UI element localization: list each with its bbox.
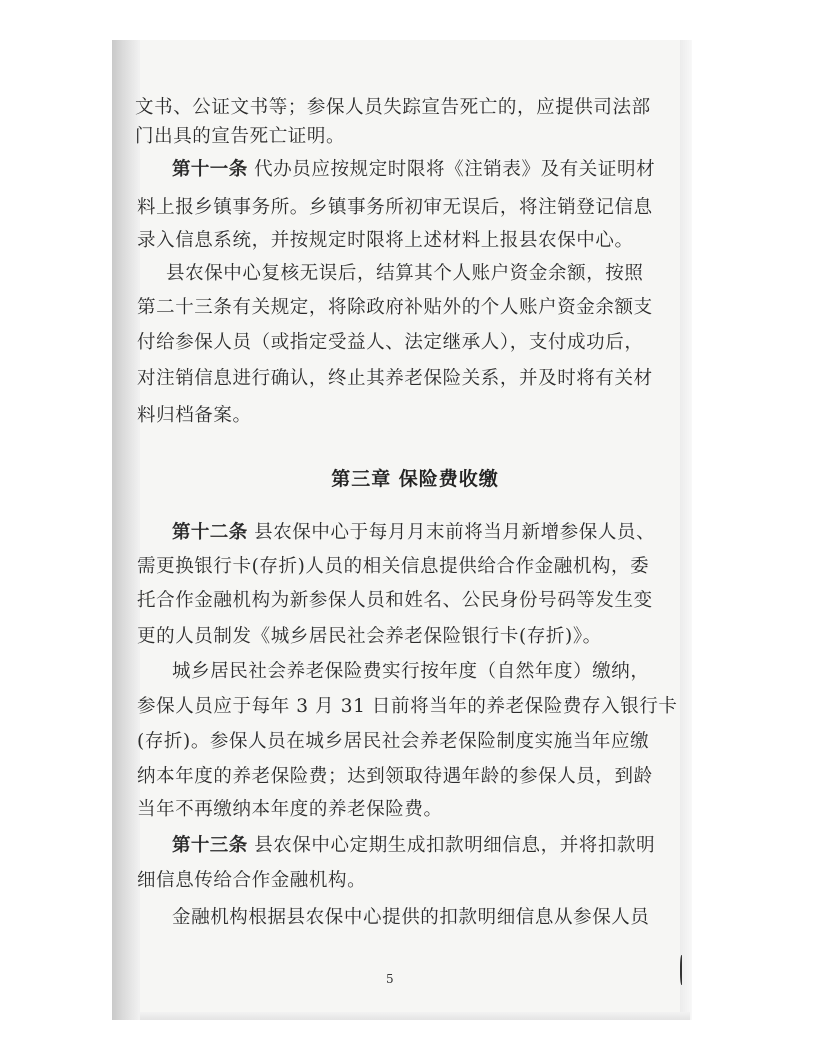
text-line: 第十二条 县农保中心于每月月末前将当月新增参保人员、 — [172, 522, 656, 543]
article-label: 第十一条 — [172, 159, 248, 180]
text-line: 更的人员制发《城乡居民社会养老保险银行卡(存折)》。 — [137, 626, 602, 647]
text-line: 需更换银行卡(存折)人员的相关信息提供给合作金融机构，委 — [137, 556, 650, 577]
chapter-heading: 第三章 保险费收缴 — [331, 468, 499, 490]
right-edge-shadow — [680, 40, 692, 1020]
text-line: 县农保中心复核无误后，结算其个人账户资金余额，按照 — [166, 263, 644, 284]
article-label: 第十二条 — [172, 522, 248, 543]
text-line: 第二十三条有关规定，将除政府补贴外的个人账户资金余额支 — [137, 297, 653, 318]
text-line: 门出具的宣告死亡证明。 — [135, 126, 346, 147]
text-line: 第十一条 代办员应按规定时限将《注销表》及有关证明材 — [172, 159, 656, 180]
text-line: 第十三条 县农保中心定期生成扣款明细信息，并将扣款明 — [172, 835, 656, 856]
text-line: 录入信息系统，并按规定时限将上述材料上报县农保中心。 — [137, 230, 634, 251]
scan-edge-mark — [680, 955, 684, 985]
text-line: 文书、公证文书等；参保人员失踪宣告死亡的，应提供司法部 — [135, 97, 651, 118]
page-number: 5 — [386, 972, 394, 986]
text-line: 对注销信息进行确认，终止其养老保险关系，并及时将有关材 — [137, 368, 653, 389]
text-line: (存折)。参保人员在城乡居民社会养老保险制度实施当年应缴 — [137, 731, 650, 752]
text-line: 纳本年度的养老保险费；达到领取待遇年龄的参保人员，到龄 — [137, 766, 653, 787]
bottom-edge-shadow — [140, 1012, 690, 1020]
text-line: 付给参保人员（或指定受益人、法定继承人），支付成功后， — [137, 332, 644, 353]
text-line: 料归档备案。 — [137, 405, 252, 426]
text-line: 料上报乡镇事务所。乡镇事务所初审无误后，将注销登记信息 — [137, 197, 653, 218]
article-label: 第十三条 — [172, 835, 248, 856]
text-line: 参保人员应于每年 3 月 31 日前将当年的养老保险费存入银行卡 — [137, 696, 678, 717]
text-line: 金融机构根据县农保中心提供的扣款明细信息从参保人员 — [172, 907, 650, 928]
text-line: 城乡居民社会养老保险费实行按年度（自然年度）缴纳， — [172, 661, 650, 682]
text-line: 当年不再缴纳本年度的养老保险费。 — [137, 799, 443, 820]
text-line: 托合作金融机构为新参保人员和姓名、公民身份号码等发生变 — [137, 590, 653, 611]
text-line: 细信息传给合作金融机构。 — [137, 870, 367, 891]
